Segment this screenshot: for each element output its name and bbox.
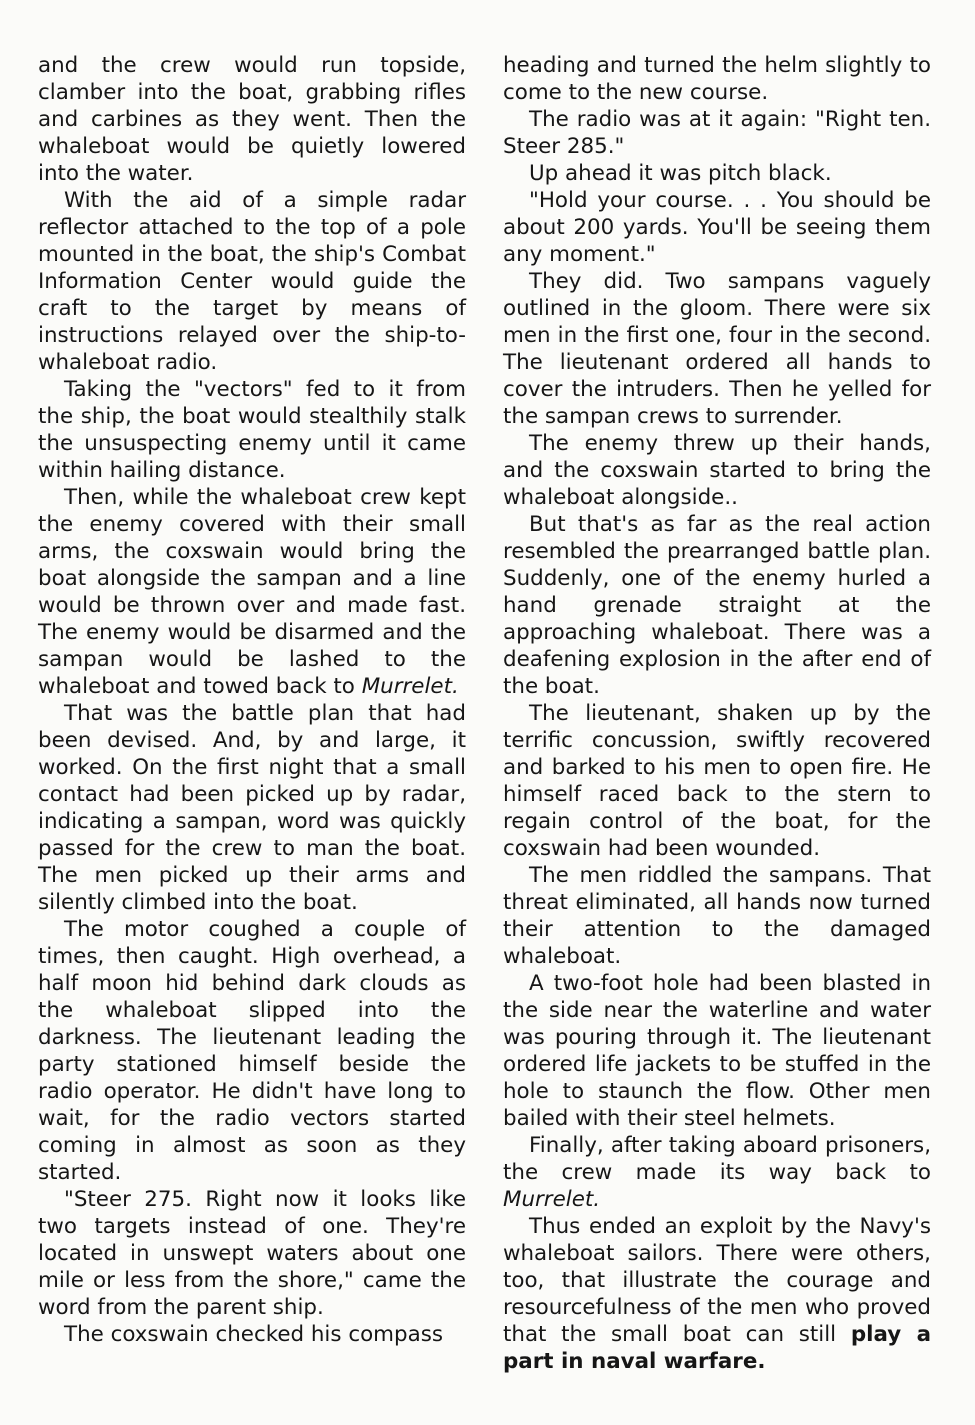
paragraph: A two-foot hole had been blasted in the side near the waterline and water was pouring through it. The lieutenant ordered life jackets to be stuffed in the hole to staunch the flow. Other men bailed with their steel helmets. xyxy=(503,971,931,1131)
paragraph-text: Thus ended an exploit by the Navy's whaleboat sailors. There were others, too, that illustrate the courage and resourcefulness of the men who proved that the small boat can still xyxy=(503,1214,931,1347)
ship-name: Murrelet. xyxy=(503,1187,601,1212)
paragraph: "Steer 275. Right now it looks like two targets instead of one. They're located in unswept waters about one mile or less from the shore," came the word from the parent ship. xyxy=(38,1187,466,1320)
paragraph: The motor coughed a couple of times, then caught. High overhead, a half moon hid behind dark clouds as the whaleboat slipped into the darkness. The lieutenant leading the party stationed himself beside the radio operator. He didn't have long to wait, for the radio vectors started coming in almost as soon as they started. xyxy=(38,917,466,1185)
paragraph: Taking the "vectors" fed to it from the ship, the boat would stealthily stalk the unsuspecting enemy until it came within hailing distance. xyxy=(38,377,466,483)
paragraph: The radio was at it again: "Right ten. Steer 285." xyxy=(503,107,931,159)
ship-name: Murrelet. xyxy=(361,674,459,699)
paragraph: Up ahead it was pitch black. xyxy=(529,161,832,186)
paragraph xyxy=(503,1132,931,1213)
paragraph: The lieutenant, shaken up by the terrific concussion, swiftly recovered and barked to his men to open fire. He himself raced back to the stern to regain control of the boat, for the coxswain had been wounded. xyxy=(503,701,931,861)
paragraph: "Hold your course. . . You should be about 200 yards. You'll be seeing them any moment." xyxy=(503,188,931,267)
paragraph: That was the battle plan that had been devised. And, by and large, it worked. On the first night that a small contact had been picked up by radar, indicating a sampan, word was quickly passed for the crew to man the boat. The men picked up their arms and silently climbed into the boat. xyxy=(38,701,466,915)
paragraph-text: Then, while the whaleboat crew kept the enemy covered with their small arms, the coxswain would bring the boat alongside the sampan and a line would be thrown over and made fast. The enemy would be disarmed and the sampan would be lashed to the whaleboat and towed back to xyxy=(38,485,466,699)
right-column xyxy=(503,52,931,1375)
paragraph xyxy=(38,484,466,700)
left-column xyxy=(38,52,466,1348)
paragraph: With the aid of a simple radar reflector attached to the top of a pole mounted in the boat, the ship's Combat Information Center would guide the craft to the target by means of instructions relayed over the ship-to-whaleboat radio. xyxy=(38,188,466,375)
paragraph: The enemy threw up their hands, and the coxswain started to bring the whaleboat alongside.. xyxy=(503,431,931,510)
paragraph: But that's as far as the real action resembled the prearranged battle plan. Suddenly, one of the enemy hurled a hand grenade straight at the approaching whaleboat. There was a deafening explosion in the after end of the boat. xyxy=(503,512,931,699)
paragraph: They did. Two sampans vaguely outlined in the gloom. There were six men in the first one, four in the second. The lieutenant ordered all hands to cover the intruders. Then he yelled for the sampan crews to surrender. xyxy=(503,269,931,429)
paragraph-text: Finally, after taking aboard prisoners, the crew made its way back to xyxy=(503,1133,931,1185)
paragraph: and the crew would run topside, clamber into the boat, grabbing rifles and carbines as they went. Then the whaleboat would be quietly lowered into the water. xyxy=(38,53,466,186)
closing-phrase: play a part in naval warfare. xyxy=(503,1322,931,1374)
paragraph: The men riddled the sampans. That threat eliminated, all hands now turned their attention to the damaged whaleboat. xyxy=(503,863,931,969)
paragraph xyxy=(503,1213,931,1375)
paragraph: heading and turned the helm slightly to come to the new course. xyxy=(503,53,931,105)
paragraph: The coxswain checked his compass xyxy=(64,1322,443,1347)
